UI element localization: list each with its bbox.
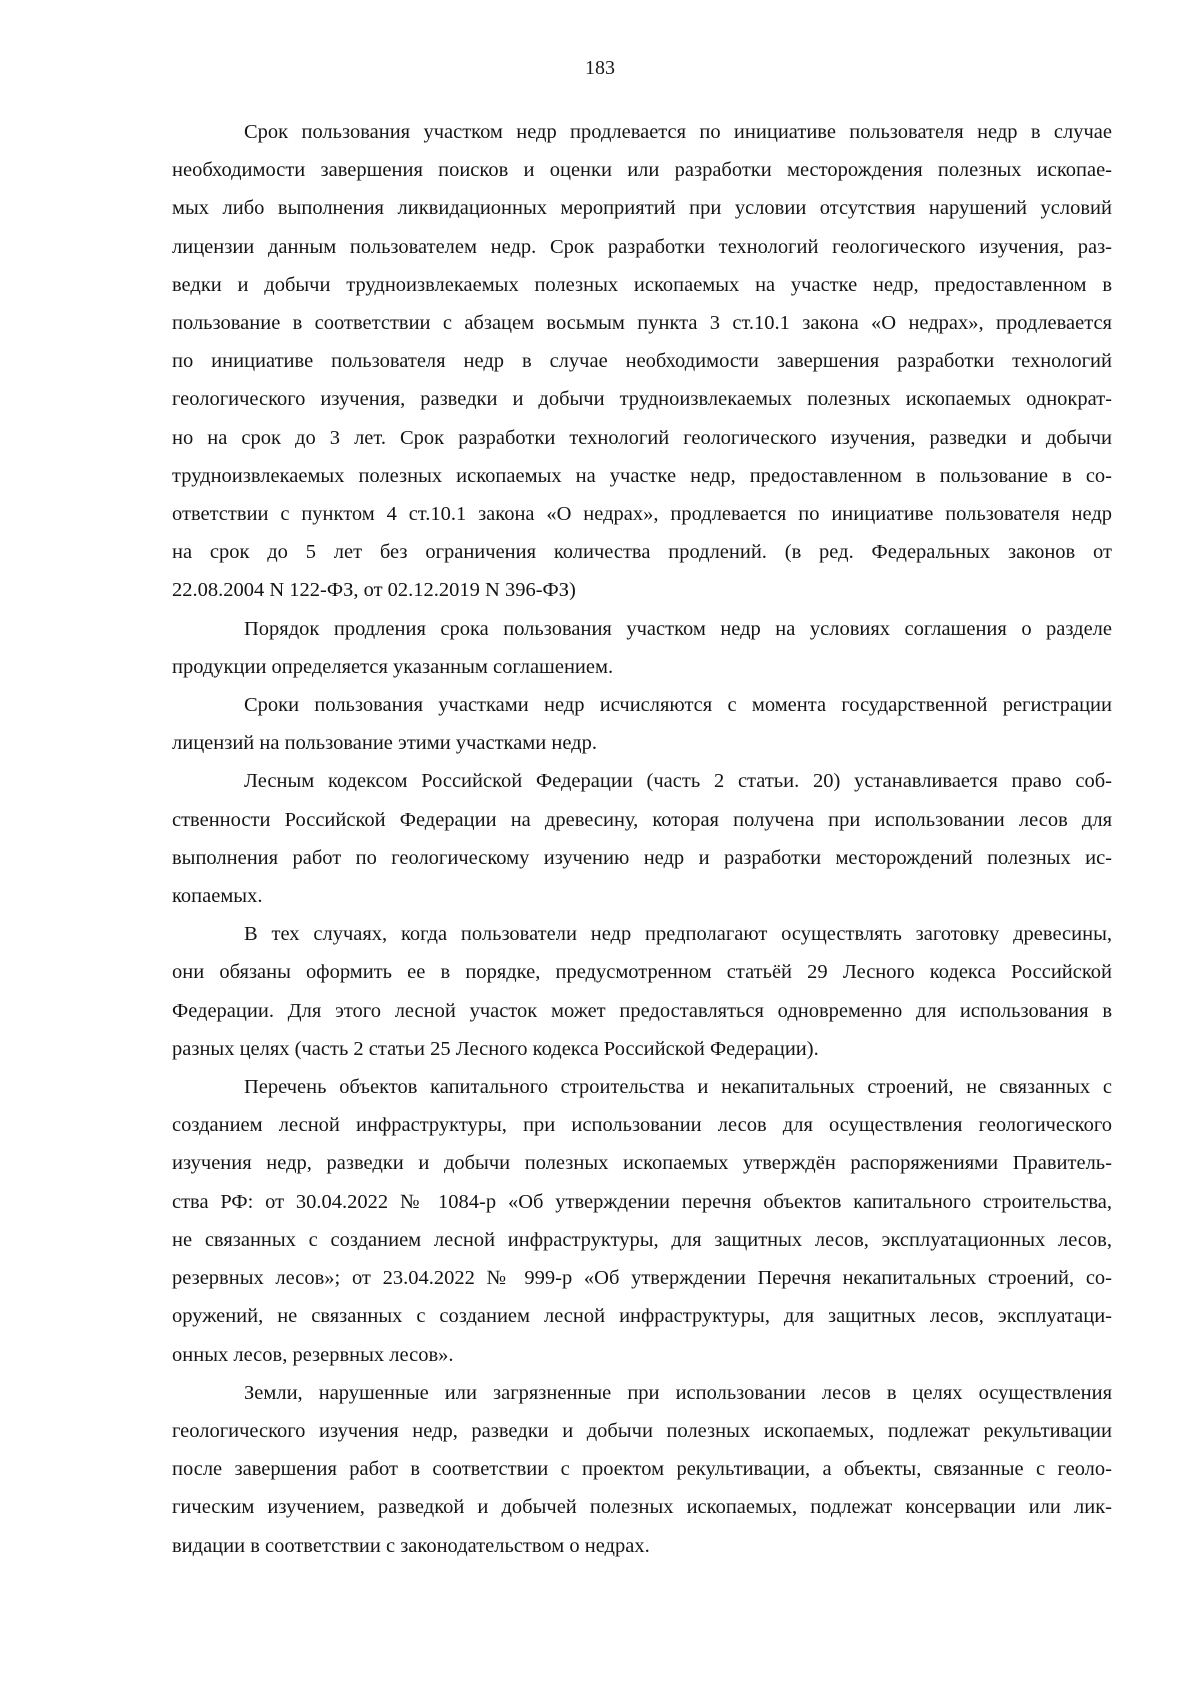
text-line: они обязаны оформить ее в порядке, предусмотренном статьёй 29 Лесного кодекса Российской (172, 961, 1112, 984)
text-line: продукции определяется указанным соглашением. (172, 655, 614, 678)
text-line: мых либо выполнения ликвидационных мероприятий при условии отсутствия нарушений условий (172, 197, 1112, 220)
text-line: ственности Российской Федерации на древесину, которая получена при использовании лесов для (172, 808, 1112, 831)
text-line: Федерации. Для этого лесной участок может предоставляться одновременно для использования в (172, 999, 1112, 1022)
text-line: 22.08.2004 N 122-ФЗ, от 02.12.2019 N 396-ФЗ) (172, 579, 576, 602)
text-line: ства РФ: от 30.04.2022 № 1084-р «Об утверждении перечня объектов капитального строительства, (172, 1190, 1112, 1213)
text-line: лицензий на пользование этими участками недр. (172, 732, 597, 755)
text-line: Сроки пользования участками недр исчисляются с момента государственной регистрации (244, 694, 1112, 717)
text-line: оружений, не связанных с созданием лесной инфраструктуры, для защитных лесов, эксплуатаци- (172, 1305, 1112, 1328)
text-line: на срок до 5 лет без ограничения количества продлений. (в ред. Федеральных законов от (172, 541, 1112, 564)
text-line: пользование в соответствии с абзацем восьмым пункта 3 ст.10.1 закона «О недрах», продлевается (172, 312, 1112, 335)
text-line: резервных лесов»; от 23.04.2022 № 999-р «Об утверждении Перечня некапитальных строений, со- (172, 1267, 1112, 1290)
text-line: созданием лесной инфраструктуры, при использовании лесов для осуществления геологического (172, 1114, 1112, 1137)
text-line: Земли, нарушенные или загрязненные при использовании лесов в целях осуществления (244, 1381, 1112, 1404)
text-line: разных целях (часть 2 статьи 25 Лесного кодекса Российской Федерации). (172, 1037, 819, 1060)
text-line: изучения недр, разведки и добычи полезных ископаемых утверждён распоряжениями Правитель- (172, 1152, 1112, 1175)
text-line: Лесным кодексом Российской Федерации (часть 2 статьи. 20) устанавливается право соб- (244, 770, 1112, 793)
text-line: ведки и добычи трудноизвлекаемых полезных ископаемых на участке недр, предоставленном в (172, 273, 1112, 296)
paragraph (172, 686, 1112, 762)
text-line: онных лесов, резервных лесов». (172, 1343, 454, 1366)
paragraph (172, 610, 1112, 686)
text-line: после завершения работ в соответствии с проектом рекультивации, а объекты, связанные с геоло- (172, 1458, 1112, 1481)
paragraph (172, 915, 1112, 1068)
text-line: не связанных с созданием лесной инфраструктуры, для защитных лесов, эксплуатационных лесов, (172, 1228, 1112, 1251)
text-line: выполнения работ по геологическому изучению недр и разработки месторождений полезных ис- (172, 846, 1112, 869)
text-line: необходимости завершения поисков и оценки или разработки месторождения полезных ископае- (172, 159, 1112, 182)
text-line: трудноизвлекаемых полезных ископаемых на участке недр, предоставленном в пользование в со- (172, 464, 1112, 487)
text-line: но на срок до 3 лет. Срок разработки технологий геологического изучения, разведки и добычи (172, 426, 1112, 449)
text-line: гическим изучением, разведкой и добычей полезных ископаемых, подлежат консервации или лик- (172, 1496, 1112, 1519)
text-line: лицензии данным пользователем недр. Срок разработки технологий геологического изучения, раз- (172, 235, 1112, 258)
page-number: 183 (585, 57, 615, 79)
text-line: Срок пользования участком недр продлевается по инициативе пользователя недр в случае (244, 121, 1112, 143)
document-body (172, 113, 1112, 1565)
paragraph (172, 1374, 1112, 1565)
text-line: геологического изучения, разведки и добычи трудноизвлекаемых полезных ископаемых однократ- (172, 388, 1112, 411)
text-line: Порядок продления срока пользования участком недр на условиях соглашения о разделе (244, 617, 1112, 640)
paragraph (172, 1068, 1112, 1374)
text-line: Перечень объектов капитального строительства и некапитальных строений, не связанных с (244, 1076, 1112, 1099)
text-line: видации в соответствии с законодательством о недрах. (172, 1534, 650, 1557)
text-line: по инициативе пользователя недр в случае необходимости завершения разработки технологий (172, 350, 1112, 373)
text-line: В тех случаях, когда пользователи недр предполагают осуществлять заготовку древесины, (244, 923, 1112, 946)
paragraph (172, 762, 1112, 915)
text-line: ответствии с пунктом 4 ст.10.1 закона «О недрах», продлевается по инициативе пользователя недр (172, 503, 1112, 526)
paragraph (172, 113, 1112, 610)
text-line: геологического изучения недр, разведки и добычи полезных ископаемых, подлежат рекультивации (172, 1419, 1112, 1442)
text-line: копаемых. (172, 885, 263, 908)
